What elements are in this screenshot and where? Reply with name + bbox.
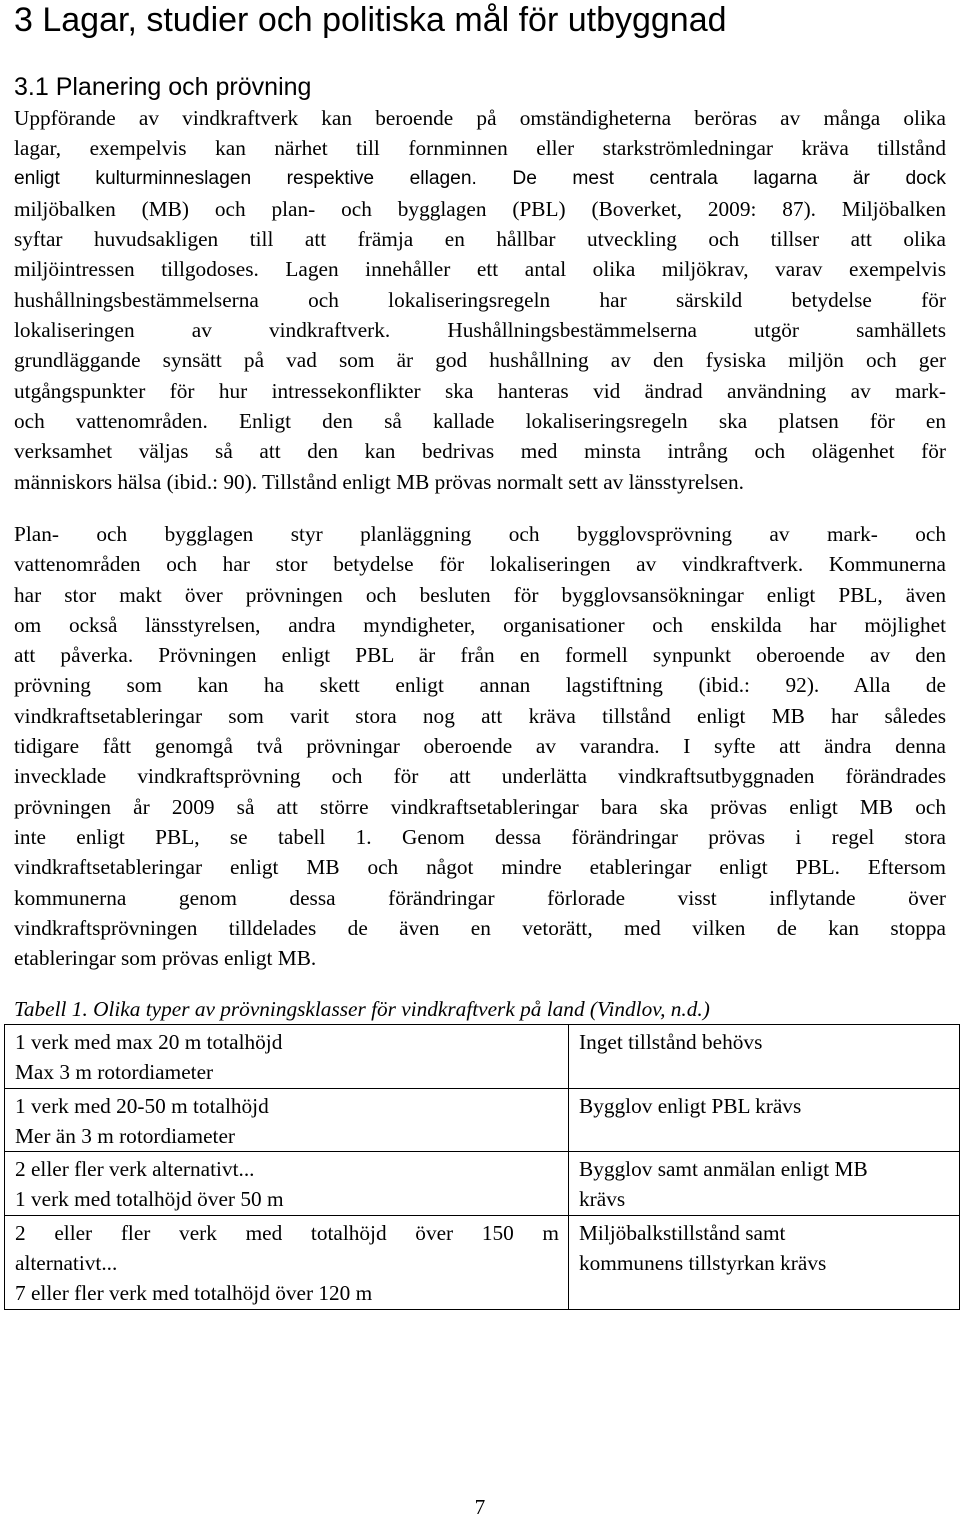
- table-cell-criteria: [5, 1088, 569, 1152]
- text-line: kommunerna genom dessa förändringar förlorade visst inflytande över: [14, 885, 946, 910]
- text-line: lagar, exempelvis kan närhet till fornminnen eller starkströmledningar kräva tillstånd: [14, 136, 946, 161]
- cell-line: krävs: [579, 1187, 626, 1212]
- text-line: utgångspunkter för hur intressekonflikter ska hanteras vid ändrad användning av mark-: [14, 378, 946, 403]
- text-line: miljöbalken (MB) och plan- och bygglagen (PBL) (Boverket, 2009: 87). Miljöbalken: [14, 196, 946, 221]
- text-line: etableringar som prövas enligt MB.: [14, 946, 317, 971]
- cell-line: 2 eller fler verk alternativt...: [15, 1157, 255, 1182]
- cell-line: 2 eller fler verk med totalhöjd över 150 m: [15, 1220, 559, 1245]
- cell-line: Bygglov samt anmälan enligt MB: [579, 1157, 868, 1182]
- table-cell-criteria: [5, 1152, 569, 1216]
- text-line: prövningen år 2009 så att större vindkraftsetableringar bara ska prövas enligt MB och: [14, 794, 946, 819]
- text-line: vindkraftsprövningen tilldelades de även en vetorätt, med vilken de kan stoppa: [14, 915, 946, 940]
- text-line: inte enligt PBL, se tabell 1. Genom dessa förändringar prövas i regel stora: [14, 824, 946, 849]
- table-row: [5, 1215, 960, 1309]
- paragraph-pbl: [14, 519, 946, 973]
- text-line: människors hälsa (ibid.: 90). Tillstånd enligt MB prövas normalt sett av länsstyrelsen.: [14, 469, 744, 494]
- text-line: Plan- och bygglagen styr planläggning och bygglovsprövning av mark- och: [14, 522, 946, 546]
- text-line: prövning som kan ha skett enligt annan lagstiftning (ibid.: 92). Alla de: [14, 673, 946, 698]
- table-caption: Tabell 1. Olika typer av prövningsklasser för vindkraftverk på land (Vindlov, n.d.): [14, 997, 710, 1021]
- text-line: och vattenområden. Enligt den så kallade lokaliseringsregeln ska platsen för en: [14, 408, 946, 433]
- cell-line: Inget tillstånd behövs: [579, 1030, 763, 1054]
- table-row: [5, 1152, 960, 1216]
- text-line: att påverka. Prövningen enligt PBL är från en formell synpunkt oberoende av den: [14, 643, 946, 668]
- section-heading: 3 Lagar, studier och politiska mål för utbyggnad: [14, 1, 727, 39]
- cell-line: 1 verk med totalhöjd över 50 m: [15, 1187, 284, 1212]
- table-row: [5, 1088, 960, 1152]
- subsection-heading: 3.1 Planering och prövning: [14, 73, 312, 101]
- cell-line: alternativt...: [15, 1251, 118, 1276]
- cell-line: 1 verk med max 20 m totalhöjd: [15, 1030, 283, 1054]
- text-line: enligt kulturminneslagen respektive ellagen. De mest centrala lagarna är dock: [14, 167, 946, 189]
- text-line: hushållningsbestämmelserna och lokaliseringsregeln har särskild betydelse för: [14, 287, 946, 312]
- cell-line: Bygglov enligt PBL krävs: [579, 1093, 802, 1118]
- cell-line: kommunens tillstyrkan krävs: [579, 1251, 827, 1276]
- text-line: om också länsstyrelsen, andra myndigheter, organisationer och enskilda har möjlighet: [14, 612, 946, 637]
- table-cell-requirement: [569, 1025, 960, 1089]
- text-line: miljöintressen tillgodoses. Lagen innehåller ett antal olika miljökrav, varav exempelvis: [14, 257, 946, 282]
- cell-line: Miljöbalkstillstånd samt: [579, 1220, 786, 1245]
- text-line: vindkraftsetableringar som varit stora nog att kräva tillstånd enligt MB har således: [14, 703, 946, 728]
- text-line: verksamhet väljas så att den kan bedrivas med minsta intrång och olägenhet för: [14, 439, 946, 464]
- table-cell-criteria: [5, 1215, 569, 1309]
- text-line: syftar huvudsakligen till att främja en hållbar utveckling och tillser att olika: [14, 227, 946, 252]
- permit-classes-table: [4, 1024, 960, 1310]
- paragraph-planning: [14, 103, 946, 497]
- text-line: grundläggande synsätt på vad som är god hushållning av den fysiska miljön och ger: [14, 348, 946, 373]
- cell-line: Max 3 m rotordiameter: [15, 1060, 214, 1085]
- table-cell-criteria: [5, 1025, 569, 1089]
- text-line: vindkraftsetableringar enligt MB och något mindre etableringar enligt PBL. Eftersom: [14, 855, 946, 880]
- text-line: har stor makt över prövningen och besluten för bygglovsansökningar enligt PBL, även: [14, 582, 946, 607]
- table-cell-requirement: [569, 1215, 960, 1309]
- text-line: tidigare fått genomgå två prövningar oberoende av varandra. I syfte att ändra denna: [14, 734, 946, 759]
- text-line: invecklade vindkraftsprövning och för att underlätta vindkraftsutbyggnaden förändrades: [14, 764, 946, 789]
- text-line: vattenområden och har stor betydelse för lokaliseringen av vindkraftverk. Kommunerna: [14, 552, 946, 577]
- cell-line: 1 verk med 20-50 m totalhöjd: [15, 1093, 269, 1118]
- table-cell-requirement: [569, 1152, 960, 1216]
- cell-line: Mer än 3 m rotordiameter: [15, 1123, 235, 1148]
- cell-line: 7 eller fler verk med totalhöjd över 120 m: [15, 1281, 373, 1306]
- table-cell-requirement: [569, 1088, 960, 1152]
- text-line: Uppförande av vindkraftverk kan beroende på omständigheterna beröras av många olika: [14, 106, 946, 130]
- table-row: [5, 1025, 960, 1089]
- text-line: lokaliseringen av vindkraftverk. Hushållningsbestämmelserna utgör samhällets: [14, 318, 946, 343]
- page-number: 7: [474, 1495, 486, 1519]
